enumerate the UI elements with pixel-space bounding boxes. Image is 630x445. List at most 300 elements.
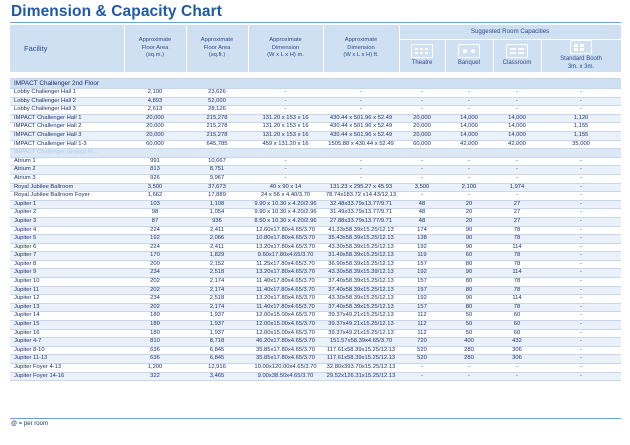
cell-classroom: -	[493, 192, 541, 201]
cell-booth: 1,155	[541, 131, 621, 140]
cell-dimension-ft: 27.88x33.79x13.77/9.71	[323, 217, 399, 226]
cell-dimension-m: 12.00x15.00x4.65/3.70	[248, 329, 323, 338]
cell-theatre: -	[399, 89, 445, 98]
cell-booth: -	[541, 200, 621, 209]
cell-facility: Royal Jubilee Ballroom Foyer	[10, 192, 124, 201]
cell-classroom: 14,000	[493, 114, 541, 123]
cell-banquet: -	[445, 174, 493, 183]
cell-facility: Jupiter 6	[10, 243, 124, 252]
table-row	[10, 243, 621, 252]
cell-floor-sqm: 322	[124, 372, 186, 381]
cell-dimension-m: -	[248, 166, 323, 175]
header-dim-m-line1: Approximate	[269, 37, 302, 44]
cell-banquet: -	[445, 192, 493, 201]
cell-banquet: 280	[445, 346, 493, 355]
cell-facility: Jupiter 9	[10, 269, 124, 278]
table-row	[10, 295, 621, 304]
table-row	[10, 355, 621, 364]
cell-classroom: 114	[493, 243, 541, 252]
cell-booth: -	[541, 269, 621, 278]
table-row	[10, 235, 621, 244]
cell-floor-sqm: 224	[124, 226, 186, 235]
cell-floor-sqm: 87	[124, 217, 186, 226]
cell-theatre: -	[399, 174, 445, 183]
cell-dimension-ft: -	[323, 174, 399, 183]
cell-booth: -	[541, 209, 621, 218]
cell-facility: Jupiter 10	[10, 278, 124, 287]
cell-floor-sqft: 1,937	[186, 312, 248, 321]
cell-floor-sqft: 2,518	[186, 295, 248, 304]
cell-booth: 1,120	[541, 114, 621, 123]
cell-dimension-ft: -	[323, 89, 399, 98]
cell-facility: Jupiter 11-13	[10, 355, 124, 364]
cell-classroom: -	[493, 89, 541, 98]
table-row	[10, 183, 621, 192]
header-classroom-label: Classroom	[502, 60, 532, 67]
cell-booth: -	[541, 355, 621, 364]
cell-floor-sqm: 200	[124, 260, 186, 269]
cell-theatre: 520	[399, 355, 445, 364]
cell-facility: Jupiter 3	[10, 217, 124, 226]
table-row	[10, 252, 621, 261]
cell-facility: Jupiter 14	[10, 312, 124, 321]
cell-dimension-m: 10.00x120.00x4.65/3.70	[248, 364, 323, 373]
header-dim-ft-line2: Dimension	[347, 44, 375, 51]
cell-dimension-m: 12.60x17.80x4.65/3.70	[248, 226, 323, 235]
cell-classroom: 78	[493, 252, 541, 261]
cell-classroom: 27	[493, 217, 541, 226]
table-header	[10, 25, 621, 72]
cell-floor-sqm: 2,100	[124, 89, 186, 98]
cell-dimension-ft: 430.44 x 501.96 x 52.49	[323, 123, 399, 132]
cell-facility: IMPACT Challenger Hall 2	[10, 123, 124, 132]
cell-floor-sqm: 810	[124, 338, 186, 347]
cell-dimension-m: 131.20 x 153 x 16	[248, 123, 323, 132]
table-row	[10, 123, 621, 132]
table-row	[10, 260, 621, 269]
cell-classroom: 14,000	[493, 131, 541, 140]
cell-floor-sqft: 2,152	[186, 260, 248, 269]
table-row	[10, 269, 621, 278]
cell-floor-sqft: 1,108	[186, 200, 248, 209]
cell-facility: Jupiter 4-7	[10, 338, 124, 347]
cell-classroom: 78	[493, 235, 541, 244]
cell-banquet: 20	[445, 209, 493, 218]
section-title: IMPACT Challenger 2nd Floor	[10, 79, 621, 89]
capacity-table	[10, 25, 622, 381]
cell-theatre: 60,000	[399, 140, 445, 149]
footnote: @ = per room	[11, 421, 48, 427]
cell-facility: Jupiter Foyer 14-16	[10, 372, 124, 381]
cell-floor-sqm: 3,500	[124, 183, 186, 192]
header-classroom	[493, 40, 541, 73]
cell-banquet: -	[445, 157, 493, 166]
header-floor-sqft-line3: (sq.ft.)	[208, 52, 226, 59]
cell-facility: Jupiter 16	[10, 329, 124, 338]
cell-facility: Royal Jubilee Ballroom	[10, 183, 124, 192]
cell-floor-sqm: 103	[124, 200, 186, 209]
table-row	[10, 312, 621, 321]
cell-banquet: 90	[445, 243, 493, 252]
cell-theatre: 138	[399, 235, 445, 244]
header-dimension-ft	[323, 25, 399, 72]
cell-classroom: 432	[493, 338, 541, 347]
cell-theatre: 20,000	[399, 123, 445, 132]
cell-booth: -	[541, 97, 621, 106]
table-row	[10, 303, 621, 312]
cell-theatre: 20,000	[399, 131, 445, 140]
header-booth-line2: 3m. x 3m.	[567, 64, 595, 70]
table-row	[10, 321, 621, 330]
cell-facility: Jupiter 8-10	[10, 346, 124, 355]
table-row	[10, 97, 621, 106]
cell-theatre: -	[399, 192, 445, 201]
cell-theatre: 48	[399, 217, 445, 226]
cell-booth: -	[541, 174, 621, 183]
table-row	[10, 209, 621, 218]
cell-floor-sqft: 23,626	[186, 89, 248, 98]
cell-booth: -	[541, 106, 621, 115]
cell-classroom: 78	[493, 303, 541, 312]
cell-theatre: 192	[399, 243, 445, 252]
table-row	[10, 226, 621, 235]
cell-dimension-m: 11.25x17.80x4.65/3.70	[248, 260, 323, 269]
cell-classroom: 114	[493, 269, 541, 278]
table-row	[10, 166, 621, 175]
cell-theatre: 20,000	[399, 114, 445, 123]
section-row-ground-floor	[10, 149, 621, 158]
footer-divider	[10, 418, 621, 419]
cell-classroom: 14,000	[493, 123, 541, 132]
cell-facility: Lobby Challenger Hall 3	[10, 106, 124, 115]
cell-dimension-ft: 35.43x58.39x15.25/12.13	[323, 235, 399, 244]
cell-facility: Jupiter 1	[10, 200, 124, 209]
cell-floor-sqft: 2,518	[186, 269, 248, 278]
cell-dimension-m: 131.20 x 153 x 16	[248, 114, 323, 123]
cell-theatre: 157	[399, 260, 445, 269]
header-theatre	[399, 40, 445, 73]
cell-dimension-ft: 430.44 x 501.96 x 52.49	[323, 114, 399, 123]
cell-dimension-ft: 32.48x33.79x13.77/9.71	[323, 200, 399, 209]
table-row	[10, 174, 621, 183]
cell-theatre: 112	[399, 321, 445, 330]
table-row	[10, 89, 621, 98]
cell-floor-sqm: 926	[124, 174, 186, 183]
section-row-2nd-floor	[10, 79, 621, 89]
header-dim-ft-line1: Approximate	[344, 37, 378, 44]
header-floor-sqm	[124, 25, 186, 72]
cell-dimension-m: 9.90 x 10.30 x 4.20/2.96	[248, 209, 323, 218]
cell-dimension-m: 12.00x15.00x4.65/3.70	[248, 321, 323, 330]
cell-classroom: -	[493, 372, 541, 381]
cell-booth: 1,155	[541, 123, 621, 132]
cell-banquet: 42,000	[445, 140, 493, 149]
cell-dimension-m: 9.90 x 10.30 x 4.20/2.96	[248, 200, 323, 209]
cell-theatre: 520	[399, 346, 445, 355]
cell-dimension-m: 11.40x17.80x4.65/3.70	[248, 286, 323, 295]
cell-facility: IMPACT Challenger Hall 3	[10, 131, 124, 140]
table-row	[10, 217, 621, 226]
table-row	[10, 338, 621, 347]
cell-dimension-ft: 36.90x58.39x15.25/12.13	[323, 260, 399, 269]
cell-floor-sqft: 37,673	[186, 183, 248, 192]
cell-banquet: -	[445, 106, 493, 115]
cell-dimension-ft: -	[323, 97, 399, 106]
title-divider	[10, 22, 621, 23]
cell-booth: -	[541, 321, 621, 330]
cell-classroom: 306	[493, 346, 541, 355]
cell-facility: Jupiter 5	[10, 235, 124, 244]
cell-classroom: -	[493, 157, 541, 166]
cell-dimension-ft: 151.57x58.39x4.65/3.70	[323, 338, 399, 347]
cell-theatre: 48	[399, 209, 445, 218]
cell-banquet: 14,000	[445, 131, 493, 140]
cell-banquet: 14,000	[445, 114, 493, 123]
cell-booth: -	[541, 183, 621, 192]
header-floor-sqft-line1: Approximate	[200, 37, 234, 44]
cell-floor-sqm: 180	[124, 329, 186, 338]
cell-floor-sqft: 1,937	[186, 321, 248, 330]
cell-floor-sqm: 636	[124, 346, 186, 355]
header-capacities: Suggested Room Capacities	[399, 25, 621, 40]
cell-dimension-m: 10.80x17.80x4.65/3.70	[248, 235, 323, 244]
cell-floor-sqft: 1,937	[186, 329, 248, 338]
cell-floor-sqm: 202	[124, 286, 186, 295]
cell-classroom: -	[493, 174, 541, 183]
cell-dimension-m: 13.20x17.80x4.65/3.70	[248, 295, 323, 304]
cell-banquet: 80	[445, 303, 493, 312]
cell-floor-sqft: 2,174	[186, 303, 248, 312]
cell-floor-sqm: 1,662	[124, 192, 186, 201]
cell-floor-sqm: 813	[124, 166, 186, 175]
cell-theatre: 112	[399, 329, 445, 338]
cell-floor-sqft: 1,829	[186, 252, 248, 261]
cell-banquet: 400	[445, 338, 493, 347]
cell-dimension-m: 131.20 x 153 x 16	[248, 131, 323, 140]
cell-dimension-ft: 39.37x49.21x15.25/12.13	[323, 312, 399, 321]
cell-dimension-ft: 117.61x58.39x15.25/12.13	[323, 346, 399, 355]
cell-banquet: 50	[445, 329, 493, 338]
header-banquet-label: Banquet	[457, 60, 481, 67]
cell-booth: -	[541, 338, 621, 347]
header-banquet	[445, 40, 493, 73]
cell-theatre: 174	[399, 226, 445, 235]
cell-floor-sqm: 1,200	[124, 364, 186, 373]
cell-banquet: 90	[445, 295, 493, 304]
cell-floor-sqft: 6,845	[186, 346, 248, 355]
cell-floor-sqm: 180	[124, 321, 186, 330]
cell-booth: -	[541, 89, 621, 98]
cell-booth: -	[541, 157, 621, 166]
table-row	[10, 278, 621, 287]
cell-booth: -	[541, 235, 621, 244]
cell-floor-sqm: 636	[124, 355, 186, 364]
cell-banquet: -	[445, 372, 493, 381]
cell-dimension-ft: 430.44 x 501.96 x 52.49	[323, 131, 399, 140]
cell-dimension-ft: 37.40x58.39x15.25/12.13	[323, 303, 399, 312]
cell-theatre: -	[399, 157, 445, 166]
cell-banquet: 80	[445, 260, 493, 269]
cell-facility: Jupiter 8	[10, 260, 124, 269]
cell-floor-sqm: 180	[124, 312, 186, 321]
cell-dimension-m: -	[248, 89, 323, 98]
cell-floor-sqft: 6,845	[186, 355, 248, 364]
cell-theatre: 119	[399, 252, 445, 261]
cell-dimension-m: -	[248, 97, 323, 106]
cell-facility: Jupiter 7	[10, 252, 124, 261]
cell-floor-sqft: 52,000	[186, 97, 248, 106]
cell-floor-sqft: 2,411	[186, 243, 248, 252]
cell-theatre: -	[399, 97, 445, 106]
cell-facility: Jupiter 13	[10, 303, 124, 312]
cell-facility: IMPACT Challenger Hall 1	[10, 114, 124, 123]
cell-floor-sqft: 2,066	[186, 235, 248, 244]
cell-classroom: -	[493, 364, 541, 373]
cell-booth: -	[541, 192, 621, 201]
cell-classroom: 1,974	[493, 183, 541, 192]
header-theatre-label: Theatre	[411, 60, 433, 67]
cell-classroom: 306	[493, 355, 541, 364]
cell-floor-sqm: 192	[124, 235, 186, 244]
cell-facility: Atrium 2	[10, 166, 124, 175]
cell-booth: -	[541, 346, 621, 355]
cell-theatre: -	[399, 106, 445, 115]
cell-floor-sqm: 20,000	[124, 114, 186, 123]
cell-dimension-ft: 1505.88 x 430.44 x 52.49	[323, 140, 399, 149]
cell-floor-sqft: 28,126	[186, 106, 248, 115]
cell-facility: Jupiter 15	[10, 321, 124, 330]
cell-floor-sqm: 234	[124, 295, 186, 304]
cell-facility: Jupiter Foyer 4-13	[10, 364, 124, 373]
cell-booth: -	[541, 329, 621, 338]
cell-floor-sqm: 4,893	[124, 97, 186, 106]
header-floor-sqm-line2: Floor Area	[141, 44, 169, 51]
cell-booth: -	[541, 295, 621, 304]
cell-floor-sqm: 170	[124, 252, 186, 261]
cell-dimension-m: 459 x 131.20 x 16	[248, 140, 323, 149]
header-dim-ft-line3: (W x L x H) ft.	[343, 52, 379, 59]
cell-floor-sqm: 20,000	[124, 123, 186, 132]
cell-dimension-m: 8.50 x 10.30 x 4.20/2.96	[248, 217, 323, 226]
header-facility: Facility	[10, 25, 124, 72]
cell-classroom: 27	[493, 200, 541, 209]
cell-floor-sqft: 215,278	[186, 123, 248, 132]
cell-banquet: 20	[445, 217, 493, 226]
cell-banquet: 60	[445, 252, 493, 261]
cell-banquet: 280	[445, 355, 493, 364]
cell-classroom: 78	[493, 286, 541, 295]
cell-floor-sqft: 1,054	[186, 209, 248, 218]
cell-facility: Jupiter 2	[10, 209, 124, 218]
cell-dimension-ft: 41.33x58.39x15.25/12.13	[323, 226, 399, 235]
section-title: IMPACT Challenger Ground Fl...	[10, 149, 621, 158]
cell-dimension-m: 24 x 56 x 4.40/3.70	[248, 192, 323, 201]
cell-booth: -	[541, 303, 621, 312]
table-row	[10, 140, 621, 149]
table-row	[10, 192, 621, 201]
table-row	[10, 157, 621, 166]
cell-dimension-ft: 39.37x49.21x15.25/12.13	[323, 329, 399, 338]
cell-classroom: 114	[493, 295, 541, 304]
cell-floor-sqft: 3,465	[186, 372, 248, 381]
cell-floor-sqft: 17,889	[186, 192, 248, 201]
cell-theatre: 192	[399, 269, 445, 278]
cell-banquet: 20	[445, 200, 493, 209]
cell-dimension-ft: 29.52x126.31x15.25/12.13	[323, 372, 399, 381]
header-dimension-m	[248, 25, 323, 72]
header-floor-sqft-line2: Floor Area	[203, 44, 231, 51]
table-row	[10, 346, 621, 355]
cell-floor-sqm: 234	[124, 269, 186, 278]
cell-dimension-m: 11.40x17.80x4.65/3.70	[248, 278, 323, 287]
cell-dimension-m: -	[248, 106, 323, 115]
cell-floor-sqft: 936	[186, 217, 248, 226]
cell-banquet: 80	[445, 286, 493, 295]
cell-dimension-ft: 131.23 x 295.27 x 45.93	[323, 183, 399, 192]
cell-facility: Jupiter 12	[10, 295, 124, 304]
cell-dimension-ft: 43.30x58.39x15.39/12.13	[323, 269, 399, 278]
cell-theatre: 157	[399, 278, 445, 287]
cell-dimension-m: 12.00x15.00x4.65/3.70	[248, 312, 323, 321]
cell-floor-sqm: 20,000	[124, 131, 186, 140]
cell-banquet: -	[445, 364, 493, 373]
cell-dimension-ft: 31.49x58.39x15.25/12.13	[323, 252, 399, 261]
cell-floor-sqm: 202	[124, 278, 186, 287]
cell-dimension-ft: 117.61x58.39x15.25/12.13	[323, 355, 399, 364]
cell-facility: Atrium 1	[10, 157, 124, 166]
cell-floor-sqft: 8,718	[186, 338, 248, 347]
table-row	[10, 106, 621, 115]
cell-floor-sqft: 2,411	[186, 226, 248, 235]
cell-floor-sqm: 98	[124, 209, 186, 218]
cell-dimension-m: -	[248, 157, 323, 166]
cell-booth: -	[541, 372, 621, 381]
cell-dimension-ft: 43.30x58.39x15.25/12.13	[323, 243, 399, 252]
cell-floor-sqft: 10,667	[186, 157, 248, 166]
cell-theatre: 3,500	[399, 183, 445, 192]
cell-facility: Atrium 3	[10, 174, 124, 183]
cell-booth: -	[541, 286, 621, 295]
cell-banquet: 50	[445, 312, 493, 321]
cell-classroom: 78	[493, 260, 541, 269]
cell-dimension-m: 40 x 90 x 14	[248, 183, 323, 192]
cell-banquet: 2,100	[445, 183, 493, 192]
cell-booth: 35,000	[541, 140, 621, 149]
cell-banquet: -	[445, 97, 493, 106]
table-row	[10, 329, 621, 338]
cell-floor-sqm: 202	[124, 303, 186, 312]
cell-theatre: 192	[399, 295, 445, 304]
cell-booth: -	[541, 217, 621, 226]
cell-classroom: -	[493, 106, 541, 115]
booth-layout-icon	[570, 40, 592, 54]
cell-dimension-ft: 43.30x58.39x15.25/12.13	[323, 295, 399, 304]
cell-theatre: 157	[399, 286, 445, 295]
cell-theatre: 720	[399, 338, 445, 347]
cell-facility: Lobby Challenger Hall 2	[10, 97, 124, 106]
cell-dimension-ft: 31.49x33.79x13.77/9.71	[323, 209, 399, 218]
table-body	[10, 72, 621, 381]
cell-theatre: 48	[399, 200, 445, 209]
cell-dimension-m: 11.40x17.80x4.65/3.70	[248, 303, 323, 312]
cell-banquet: -	[445, 89, 493, 98]
cell-dimension-m: 35.85x17.80x4.65/3.70	[248, 355, 323, 364]
cell-booth: -	[541, 364, 621, 373]
cell-dimension-ft: 32.80x393.70x15.25/12.13	[323, 364, 399, 373]
cell-classroom: 60	[493, 329, 541, 338]
cell-theatre: -	[399, 166, 445, 175]
cell-banquet: 50	[445, 321, 493, 330]
